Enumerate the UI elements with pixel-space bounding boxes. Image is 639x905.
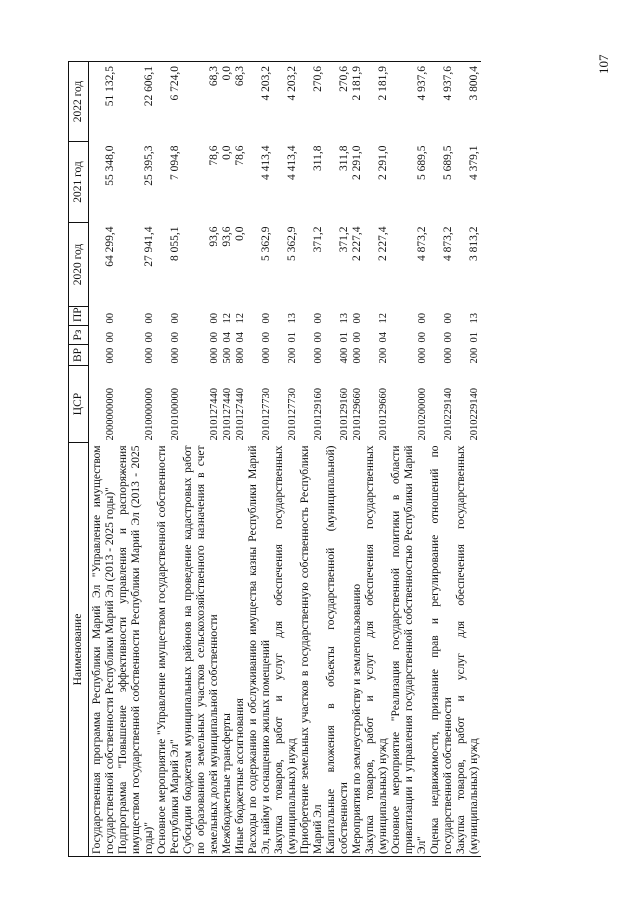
row-csr: 2010127730 xyxy=(287,388,298,441)
row-value-2022: 0,0 xyxy=(221,62,234,142)
row-value-2021: 2 291,0 xyxy=(351,145,363,180)
row-vr: 000 xyxy=(443,347,454,364)
row-value-2021: 25 395,3 xyxy=(143,145,155,186)
table-row xyxy=(156,62,182,857)
row-name: Закупка товаров, работ и услуг для обеспечения государственных (муниципальных) нужд xyxy=(364,443,390,857)
row-name: Государственная программа Республики Марий Эл "Управление имуществом государственной собственности Республики Марий Эл (2013 - 2025 годы)" xyxy=(89,443,118,857)
row-vr: 200 xyxy=(287,347,298,364)
row-value-2021: 4 413,4 xyxy=(286,145,298,180)
row-rz: 01 xyxy=(287,332,298,343)
row-pr: 00 xyxy=(313,313,324,324)
row-pr: 00 xyxy=(261,313,272,324)
table-row xyxy=(247,62,273,857)
row-value-2022: 2 181,9 xyxy=(351,62,364,142)
row-pr: 13 xyxy=(469,313,480,324)
header-name: Наименование xyxy=(69,443,89,857)
table-row xyxy=(299,62,325,857)
row-vr: 800 xyxy=(235,347,246,364)
row-value-2020: 2 227,4 xyxy=(377,226,389,261)
table-row xyxy=(273,62,299,857)
table-row xyxy=(117,62,156,857)
row-pr: 00 xyxy=(144,313,155,324)
row-value-2021: 5 689,5 xyxy=(416,145,428,180)
row-name: Основное мероприятие "Реализация государственной политики в области приватизации и управления государственной собственностью Республики Марий Эл" xyxy=(390,443,429,857)
table-row xyxy=(455,62,481,857)
row-value-2020: 64 299,4 xyxy=(104,226,116,267)
row-value-2022: 270,6 xyxy=(299,62,325,142)
row-value-2021: 7 094,8 xyxy=(169,145,181,180)
row-pr: 00 xyxy=(105,313,116,324)
table-row xyxy=(234,62,247,857)
row-value-2020: 4 873,2 xyxy=(442,226,454,261)
row-value-2020: 371,2 xyxy=(338,226,350,253)
header-pr: ПР xyxy=(69,307,89,326)
row-csr: 2010129660 xyxy=(352,388,363,441)
row-vr: 200 xyxy=(378,347,389,364)
row-value-2021: 5 689,5 xyxy=(442,145,454,180)
row-rz: 01 xyxy=(469,332,480,343)
row-value-2020: 3 813,2 xyxy=(468,226,480,261)
row-value-2022: 270,6 xyxy=(325,62,351,142)
row-rz: 00 xyxy=(313,332,324,343)
row-csr: 2010000000 xyxy=(144,388,155,441)
header-2020: 2020 год xyxy=(69,223,89,307)
row-csr: 2010127440 xyxy=(222,388,233,441)
row-pr: 12 xyxy=(222,313,233,324)
row-name: Расходы по содержанию и обслуживанию имущества казны Республики Марий Эл, найму и оснащению жилых помещений xyxy=(247,443,273,857)
row-vr: 000 xyxy=(170,347,181,364)
table-row xyxy=(182,62,221,857)
row-csr: 2010229140 xyxy=(443,388,454,441)
table-row xyxy=(351,62,364,857)
page-number: 107 xyxy=(596,54,611,74)
row-csr: 2010127730 xyxy=(261,388,272,441)
budget-table xyxy=(68,61,481,857)
row-value-2022: 4 203,2 xyxy=(273,62,299,142)
row-rz: 00 xyxy=(261,332,272,343)
row-value-2021: 311,8 xyxy=(312,145,324,171)
row-rz: 00 xyxy=(170,332,181,343)
row-csr: 2010127440 xyxy=(235,388,246,441)
row-vr: 000 xyxy=(261,347,272,364)
row-pr: 00 xyxy=(352,313,363,324)
row-name: Межбюджетные трансферты xyxy=(221,443,234,857)
header-vr: ВР xyxy=(69,345,89,366)
row-pr: 00 xyxy=(170,313,181,324)
row-vr: 000 xyxy=(144,347,155,364)
row-value-2022: 4 937,6 xyxy=(429,62,455,142)
header-rz: Рз xyxy=(69,326,89,345)
row-vr: 000 xyxy=(352,347,363,364)
row-csr: 2010229140 xyxy=(469,388,480,441)
row-rz: 00 xyxy=(352,332,363,343)
row-value-2021: 4 379,1 xyxy=(468,145,480,180)
row-rz: 01 xyxy=(339,332,350,343)
row-value-2020: 5 362,9 xyxy=(286,226,298,261)
row-value-2020: 4 873,2 xyxy=(416,226,428,261)
row-vr: 000 xyxy=(209,347,220,364)
row-name: Закупка товаров, работ и услуг для обеспечения государственных (муниципальных) нужд xyxy=(273,443,299,857)
row-csr: 2010129660 xyxy=(378,388,389,441)
row-value-2020: 0,0 xyxy=(234,226,246,241)
row-value-2020: 93,6 xyxy=(221,226,233,247)
table-row xyxy=(390,62,429,857)
row-csr: 2010129160 xyxy=(339,388,350,441)
row-pr: 00 xyxy=(209,313,220,324)
row-csr: 2010127440 xyxy=(209,388,220,441)
table-row xyxy=(429,62,455,857)
row-pr: 00 xyxy=(443,313,454,324)
row-name: Оценка недвижимости, признание прав и регулирование отношений по государственной собственности xyxy=(429,443,455,857)
row-rz: 00 xyxy=(443,332,454,343)
row-csr: 2010100000 xyxy=(170,388,181,441)
row-value-2022: 4 203,2 xyxy=(247,62,273,142)
row-value-2022: 22 606,1 xyxy=(117,62,156,142)
row-value-2020: 93,6 xyxy=(208,226,220,247)
row-vr: 200 xyxy=(469,347,480,364)
row-value-2022: 68,3 xyxy=(182,62,221,142)
row-rz: 04 xyxy=(378,332,389,343)
row-value-2020: 8 055,1 xyxy=(169,226,181,261)
header-2021: 2021 год xyxy=(69,142,89,223)
row-name: Приобретение земельных участков в государственную собственность Республики Марий Эл xyxy=(299,443,325,857)
row-pr: 12 xyxy=(378,313,389,324)
row-value-2022: 6 724,0 xyxy=(156,62,182,142)
row-value-2020: 2 227,4 xyxy=(351,226,363,261)
table-row xyxy=(364,62,390,857)
row-value-2022: 4 937,6 xyxy=(390,62,429,142)
row-rz: 04 xyxy=(235,332,246,343)
row-value-2020: 5 362,9 xyxy=(260,226,272,261)
row-name: Основное мероприятие "Управление имуществом государственной собственности Республики Марий Эл" xyxy=(156,443,182,857)
row-value-2022: 3 800,4 xyxy=(455,62,481,142)
row-rz: 00 xyxy=(209,332,220,343)
row-pr: 13 xyxy=(287,313,298,324)
row-value-2021: 55 348,0 xyxy=(104,145,116,186)
row-value-2021: 311,8 xyxy=(338,145,350,171)
row-name: Иные бюджетные ассигнования xyxy=(234,443,247,857)
row-value-2021: 78,6 xyxy=(208,145,220,166)
header-2022: 2022 год xyxy=(69,62,89,142)
row-value-2022: 2 181,9 xyxy=(364,62,390,142)
row-value-2020: 27 941,4 xyxy=(143,226,155,267)
table-body xyxy=(89,62,482,857)
table-row xyxy=(325,62,351,857)
row-name: Закупка товаров, работ и услуг для обеспечения государственных (муниципальных) нужд xyxy=(455,443,481,857)
row-value-2020: 371,2 xyxy=(312,226,324,253)
table-row xyxy=(89,62,118,857)
row-name: Подпрограмма "Повышение эффективности управления и распоряжения имуществом государственной собственности Республики Марий Эл (2013 - 2025 годы)" xyxy=(117,443,156,857)
row-csr: 2010200000 xyxy=(417,388,428,441)
table-header xyxy=(69,62,89,857)
header-csr: ЦСР xyxy=(69,366,89,443)
row-rz: 04 xyxy=(222,332,233,343)
row-vr: 500 xyxy=(222,347,233,364)
row-value-2022: 51 132,5 xyxy=(89,62,118,142)
row-pr: 00 xyxy=(417,313,428,324)
table-row xyxy=(221,62,234,857)
row-rz: 00 xyxy=(144,332,155,343)
row-vr: 400 xyxy=(339,347,350,364)
row-name: Мероприятия по землеустройству и землепользованию xyxy=(351,443,364,857)
row-value-2021: 0,0 xyxy=(221,145,233,160)
budget-table-rotated xyxy=(68,62,586,857)
row-rz: 00 xyxy=(417,332,428,343)
row-vr: 000 xyxy=(105,347,116,364)
row-rz: 00 xyxy=(105,332,116,343)
row-pr: 13 xyxy=(339,313,350,324)
row-vr: 000 xyxy=(417,347,428,364)
row-name: Субсидии бюджетам муниципальных районов на проведение кадастровых работ по образованию земельных участков сельскохозяйственного назначения в счет земельных долей муниципальной собственности xyxy=(182,443,221,857)
row-value-2021: 2 291,0 xyxy=(377,145,389,180)
row-name: Капитальные вложения в объекты государственной (муниципальной) собственности xyxy=(325,443,351,857)
row-value-2022: 68,3 xyxy=(234,62,247,142)
row-value-2021: 4 413,4 xyxy=(260,145,272,180)
row-csr: 2010129160 xyxy=(313,388,324,441)
row-csr: 2000000000 xyxy=(105,388,116,441)
row-pr: 12 xyxy=(235,313,246,324)
row-vr: 000 xyxy=(313,347,324,364)
row-value-2021: 78,6 xyxy=(234,145,246,166)
